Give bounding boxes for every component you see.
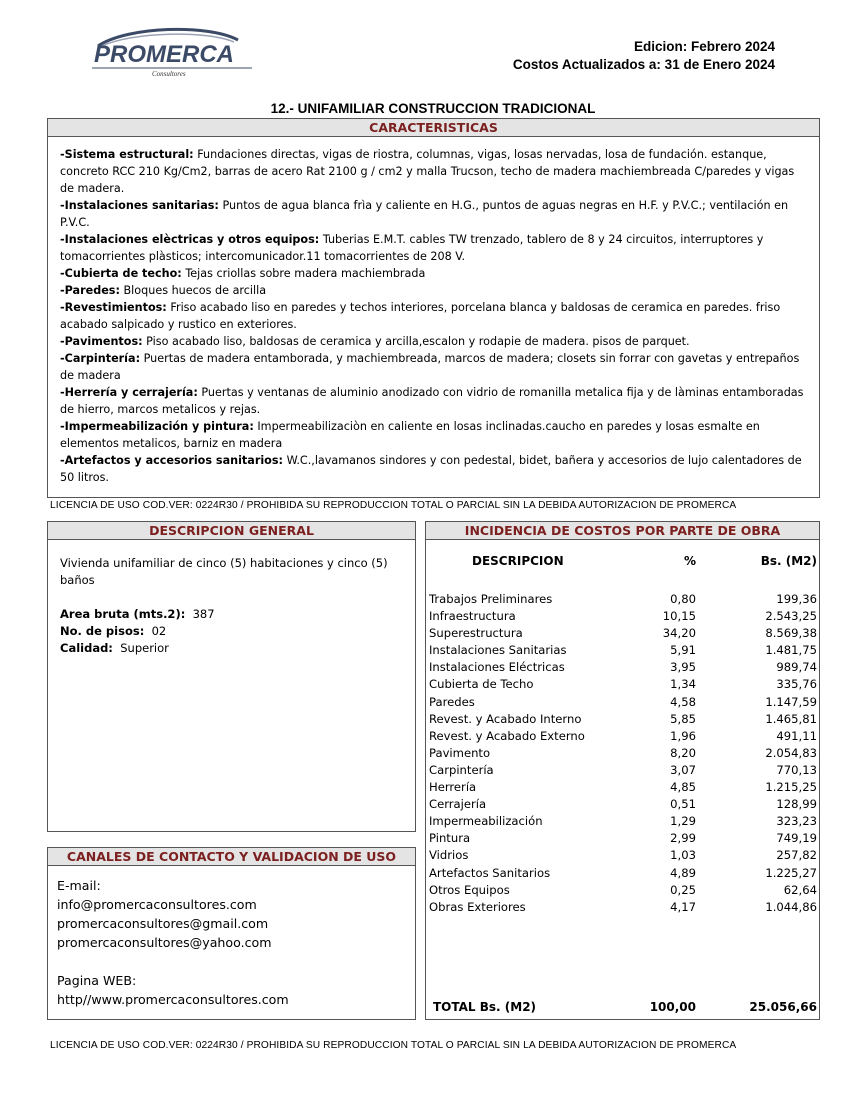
caracteristica-item	[60, 146, 807, 197]
col-header-descripcion: DESCRIPCION	[472, 554, 564, 568]
row-descripcion: Otros Equipos	[429, 882, 510, 897]
caracteristica-label: -Artefactos y accesorios sanitarios:	[60, 454, 283, 467]
row-pct: 3,07	[670, 762, 696, 777]
row-descripcion: Carpintería	[429, 762, 494, 777]
col-header-bs: Bs. (M2)	[760, 554, 817, 568]
row-bs: 199,36	[776, 592, 817, 606]
row-bs: 1.215,25	[765, 780, 817, 795]
promerca-logo	[88, 24, 258, 80]
descripcion-text: Vivienda unifamiliar de cinco (5) habitaciones y cinco (5) baños	[60, 556, 388, 587]
caracteristica-text: W.C.,lavamanos sindores y con pedestal, bidet, bañera y accesorios de lujo calentadores de 50 litros.	[60, 454, 802, 484]
table-row	[426, 642, 819, 659]
document-title: 12.- UNIFAMILIAR CONSTRUCCION TRADICIONAL	[270, 101, 596, 116]
row-descripcion: Instalaciones Eléctricas	[429, 660, 565, 675]
table-row	[426, 830, 819, 847]
pisos-row	[60, 623, 403, 640]
row-descripcion: Vidrios	[429, 848, 469, 863]
row-pct: 1,29	[670, 814, 696, 829]
caracteristica-item	[60, 418, 807, 452]
caracteristicas-heading: CARACTERISTICAS	[48, 119, 819, 137]
area-label: Area bruta (mts.2):	[60, 607, 186, 621]
total-bs: 25.056,66	[749, 1000, 817, 1014]
row-descripcion: Trabajos Preliminares	[429, 592, 553, 606]
caracteristica-label: -Cubierta de techo:	[60, 267, 182, 280]
caracteristica-label: -Instalaciones sanitarias:	[60, 199, 219, 212]
table-row	[426, 625, 819, 642]
row-descripcion: Artefactos Sanitarios	[429, 865, 551, 880]
row-bs: 1.225,27	[765, 865, 817, 880]
row-pct: 0,80	[670, 592, 696, 606]
row-pct: 1,34	[670, 677, 696, 692]
table-row	[426, 711, 819, 728]
row-bs: 62,64	[783, 882, 817, 897]
incidencia-heading: INCIDENCIA DE COSTOS POR PARTE DE OBRA	[426, 522, 819, 540]
caracteristica-text: Tuberias E.M.T. cables TW trenzado, tablero de 8 y 24 circuitos, interruptores y tomacorrientes plàsticos; intercomunicador.11 tomacorrientes de 208 V.	[60, 233, 764, 263]
row-descripcion: Superestructura	[429, 626, 523, 641]
table-row	[426, 745, 819, 762]
row-descripcion: Cerrajería	[429, 797, 487, 812]
row-bs: 257,82	[776, 848, 817, 863]
caracteristica-item	[60, 282, 807, 299]
row-pct: 4,58	[670, 694, 696, 709]
row-pct: 3,95	[670, 660, 696, 675]
caracteristica-text: Tejas criollas sobre madera machiembrada	[185, 267, 426, 280]
row-descripcion: Infraestructura	[429, 609, 516, 624]
row-bs: 770,13	[776, 762, 817, 777]
caracteristica-text: Puertas de madera entamborada, y machiembreada, marcos de madera; closets sin forrar con gavetas y entrepaños de madera	[60, 352, 800, 382]
row-pct: 0,51	[670, 797, 696, 812]
table-row	[426, 779, 819, 796]
row-descripcion: Cubierta de Techo	[429, 677, 534, 692]
table-row	[426, 608, 819, 625]
table-row	[426, 865, 819, 882]
canales-heading: CANALES DE CONTACTO Y VALIDACION DE USO	[48, 848, 415, 866]
table-row	[426, 676, 819, 693]
total-pct: 100,00	[649, 1000, 696, 1014]
email-link[interactable]: info@promercaconsultores.com	[57, 897, 257, 912]
row-bs: 749,19	[776, 831, 817, 846]
table-row	[426, 694, 819, 711]
svg-text:PROMERCA: PROMERCA	[94, 41, 235, 68]
row-bs: 1.481,75	[765, 643, 817, 658]
col-header-pct: %	[683, 554, 696, 568]
updated-text: Costos Actualizados a: 31 de Enero 2024	[512, 57, 775, 72]
row-pct: 10,15	[662, 609, 696, 624]
row-bs: 1.044,86	[765, 899, 817, 914]
row-bs: 8.569,38	[765, 626, 817, 641]
caracteristica-label: -Paredes:	[60, 284, 120, 297]
caracteristica-label: -Impermeabilización y pintura:	[60, 420, 254, 433]
row-pct: 4,85	[670, 780, 696, 795]
row-descripcion: Instalaciones Sanitarias	[429, 643, 567, 658]
incidencia-rows	[426, 591, 819, 916]
row-descripcion: Pavimento	[429, 745, 491, 760]
pisos-label: No. de pisos:	[60, 624, 145, 638]
row-descripcion: Paredes	[429, 694, 475, 709]
caracteristica-item	[60, 333, 807, 350]
table-row	[426, 899, 819, 916]
caracteristicas-section	[47, 118, 820, 498]
row-pct: 0,25	[670, 882, 696, 897]
caracteristica-item	[60, 197, 807, 231]
caracteristica-text: Fundaciones directas, vigas de riostra, columnas, vigas, losas nervadas, losa de fundación. estanque, concreto RCC 210 Kg/Cm2, barras de acero Rat 2100 g / cm2 y malla Trucson, techo de madera machiembreada C/paredes y vigas de madera.	[60, 148, 795, 195]
table-row	[426, 882, 819, 899]
row-descripcion: Herrería	[429, 780, 477, 795]
email-link[interactable]: promercaconsultores@gmail.com	[57, 916, 269, 931]
caracteristica-text: Puertas y ventanas de aluminio anodizado con vidrio de romanilla metalica fija y de làminas entamboradas de hierro, marcos metalicos y rejas.	[60, 386, 804, 416]
calidad-row	[60, 640, 403, 657]
descripcion-section	[47, 521, 416, 832]
area-row	[60, 606, 403, 623]
row-pct: 5,91	[670, 643, 696, 658]
row-bs: 128,99	[776, 797, 817, 812]
caracteristica-text: Bloques huecos de arcilla	[123, 284, 267, 297]
row-bs: 989,74	[776, 660, 817, 675]
table-row	[426, 762, 819, 779]
caracteristica-label: -Herrería y cerrajería:	[60, 386, 198, 399]
row-bs: 1.147,59	[765, 694, 817, 709]
license-notice: LICENCIA DE USO COD.VER: 0224R30 / PROHIBIDA SU REPRODUCCION TOTAL O PARCIAL SIN LA DEBIDA AUTORIZACION DE PROMERCA	[50, 500, 737, 511]
row-descripcion: Impermeabilización	[429, 814, 543, 829]
caracteristica-label: -Carpintería:	[60, 352, 141, 365]
calidad-value: Superior	[120, 641, 169, 655]
row-bs: 335,76	[776, 677, 817, 692]
email-label: E-mail:	[57, 878, 101, 893]
row-pct: 2,99	[670, 831, 696, 846]
row-pct: 1,96	[670, 728, 696, 743]
row-bs: 2.543,25	[765, 609, 817, 624]
caracteristica-item	[60, 231, 807, 265]
header-info	[513, 38, 775, 74]
caracteristica-item	[60, 350, 807, 384]
caracteristica-item	[60, 384, 807, 418]
caracteristica-text: Friso acabado liso en paredes y techos interiores, porcelana blanca y baldosas de ceramica en paredes. friso acabado salpicado y rustico en exteriores.	[60, 301, 781, 331]
pisos-value: 02	[151, 624, 167, 638]
canales-body	[48, 866, 415, 1019]
web-link[interactable]: http//www.promercaconsultores.com	[57, 992, 289, 1007]
caracteristica-text: Impermeabilizaciòn en caliente en losas inclinadas.caucho en paredes y losas esmalte en elementos metalicos, barniz en madera	[60, 420, 760, 450]
table-row	[426, 847, 819, 864]
incidencia-column-headers	[426, 554, 819, 574]
row-bs: 491,11	[776, 728, 817, 743]
table-row	[426, 659, 819, 676]
table-row	[426, 813, 819, 830]
row-bs: 1.465,81	[765, 711, 817, 726]
row-descripcion: Pintura	[429, 831, 471, 846]
incidencia-total-row	[426, 1000, 819, 1018]
row-pct: 4,89	[670, 865, 696, 880]
caracteristica-label: -Instalaciones elèctricas y otros equipos:	[60, 233, 320, 246]
row-pct: 5,85	[670, 711, 696, 726]
row-descripcion: Revest. y Acabado Interno	[429, 711, 582, 726]
incidencia-section	[425, 521, 820, 1020]
caracteristica-label: -Sistema estructural:	[60, 148, 194, 161]
table-row	[426, 591, 819, 608]
caracteristica-item	[60, 265, 807, 282]
canales-section	[47, 847, 416, 1020]
svg-text:Consultores: Consultores	[152, 70, 186, 78]
descripcion-body	[48, 540, 415, 672]
row-bs: 323,23	[776, 814, 817, 829]
row-bs: 2.054,83	[765, 745, 817, 760]
area-value: 387	[192, 607, 215, 621]
email-link[interactable]: promercaconsultores@yahoo.com	[57, 935, 272, 950]
caracteristica-item	[60, 452, 807, 486]
license-notice-footer: LICENCIA DE USO COD.VER: 0224R30 / PROHIBIDA SU REPRODUCCION TOTAL O PARCIAL SIN LA DEBIDA AUTORIZACION DE PROMERCA	[50, 1040, 737, 1051]
edition-text: Edicion: Febrero 2024	[633, 39, 775, 54]
caracteristica-text: Puntos de agua blanca frìa y caliente en H.G., puntos de aguas negras en H.F. y P.V.C.; ventilación en P.V.C.	[60, 199, 789, 229]
row-pct: 4,17	[670, 899, 696, 914]
calidad-label: Calidad:	[60, 641, 113, 655]
row-descripcion: Obras Exteriores	[429, 899, 526, 914]
caracteristica-item	[60, 299, 807, 333]
web-label: Pagina WEB:	[57, 973, 137, 988]
caracteristica-label: -Revestimientos:	[60, 301, 167, 314]
row-descripcion: Revest. y Acabado Externo	[429, 728, 585, 743]
total-label: TOTAL Bs. (M2)	[433, 1000, 537, 1014]
row-pct: 1,03	[670, 848, 696, 863]
row-pct: 34,20	[662, 626, 696, 641]
table-row	[426, 796, 819, 813]
caracteristica-label: -Pavimentos:	[60, 335, 143, 348]
caracteristicas-body	[48, 137, 819, 486]
descripcion-heading: DESCRIPCION GENERAL	[48, 522, 415, 540]
table-row	[426, 728, 819, 745]
caracteristica-text: Piso acabado liso, baldosas de ceramica y arcilla,escalon y rodapie de madera. pisos de parquet.	[146, 335, 690, 348]
row-pct: 8,20	[670, 745, 696, 760]
